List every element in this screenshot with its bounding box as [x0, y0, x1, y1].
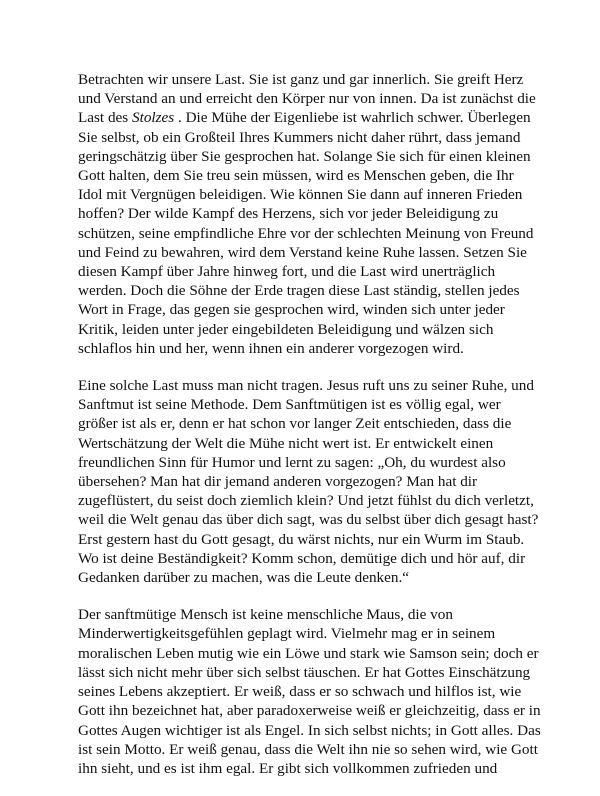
text-line: ist sein Motto. Er weiß genau, dass die Welt ihn nie so sehen wird, wie Gott — [78, 740, 538, 758]
text-line: Betrachten wir unsere Last. Sie ist ganz und gar innerlich. Sie greift Herz — [78, 71, 524, 88]
paragraph-3 — [78, 605, 541, 778]
text-line: seines Lebens akzeptiert. Er weiß, dass er so schwach und hilflos ist, wie — [78, 683, 522, 701]
paragraph-1 — [78, 70, 538, 358]
text-line: Gott halten, dem Sie treu sein müssen, wird es Menschen geben, die Ihr — [78, 167, 514, 185]
text-line: zugeflüstert, du seist doch ziemlich klein? Und jetzt fühlst du dich verletzt, — [78, 492, 534, 510]
text-line-with-emphasis — [78, 108, 538, 127]
text-line: Sanftmut ist seine Methode. Dem Sanftmütigen ist es völlig egal, wer — [78, 396, 501, 414]
text-line: Wertschätzung der Welt die Mühe nicht wert ist. Er entwickelt einen — [78, 434, 494, 452]
text-line: ihn sieht, und es ist ihm egal. Er gibt sich vollkommen zufrieden und — [78, 759, 498, 777]
text-line: Kritik, leiden unter jeder eingebildeten Beleidigung und wälzen sich — [78, 320, 494, 338]
text-line: werden. Doch die Söhne der Erde tragen diese Last ständig, stellen jedes — [78, 282, 520, 300]
text-line: Gott ihn bezeichnet hat, aber paradoxerweise weiß er gleichzeitig, dass er in — [78, 702, 541, 720]
text-line: diesen Kampf über Jahre hinweg fort, und die Last wird unerträglich — [78, 263, 496, 281]
text-line: übersehen? Man hat dir jemand anderen vorgezogen? Man hat dir — [78, 473, 478, 491]
text-line: größer ist als er, denn er hat schon vor langer Zeit entschieden, dass die — [78, 415, 512, 433]
emphasized-word: Stolzes — [132, 109, 175, 127]
text-line: Der sanftmütige Mensch ist keine menschliche Maus, die von — [78, 606, 453, 624]
text-line: schützen, seine empfindliche Ehre vor der schlechten Meinung von Freund — [78, 224, 534, 242]
text-line: Minderwertigkeitsgefühlen geplagt wird. Vielmehr mag er in seinem — [78, 625, 496, 643]
text-line: moralischen Leben mutig wie ein Löwe und stark wie Samson sein; doch er — [78, 644, 539, 662]
text-line: und Feind zu bewahren, wird dem Verstand keine Ruhe lassen. Setzen Sie — [78, 243, 527, 261]
text-line: Wo ist deine Beständigkeit? Komm schon, demütige dich und hör auf, dir — [78, 549, 526, 567]
text-line: schlaflos hin und her, wenn ihnen ein anderer vorgezogen wird. — [78, 339, 464, 357]
text-line: und Verstand an und erreicht den Körper nur von innen. Da ist zunächst die — [78, 90, 536, 108]
text-line: Erst gestern hast du Gott gesagt, du wärst nichts, nur ein Wurm im Staub. — [78, 530, 525, 548]
text-line: geringschätzig über Sie gesprochen hat. Solange Sie sich für einen kleinen — [78, 147, 531, 165]
text-fragment: Last des — [78, 109, 132, 127]
text-line: Gedanken darüber zu machen, was die Leute denken.“ — [78, 569, 410, 587]
text-line: hoffen? Der wilde Kampf des Herzens, sich vor jeder Beleidigung zu — [78, 205, 499, 223]
text-line: freundlichen Sinn für Humor und lernt zu sagen: „Oh, du wurdest also — [78, 453, 506, 471]
text-line: Gottes Augen wichtiger ist als Engel. In sich selbst nichts; in Gott alles. Das — [78, 721, 541, 739]
text-line: weil die Welt genau das über dich sagt, was du selbst über dich gesagt hast? — [78, 511, 539, 529]
text-line: lässt sich nicht mehr über sich selbst täuschen. Er hat Gottes Einschätzung — [78, 663, 531, 681]
text-line: Eine solche Last muss man nicht tragen. Jesus ruft uns zu seiner Ruhe, und — [78, 377, 534, 395]
paragraph-2 — [78, 376, 538, 587]
text-line: Idol mit Vergnügen beleidigen. Wie können Sie dann auf inneren Frieden — [78, 186, 523, 204]
text-line: Sie selbst, ob ein Großteil Ihres Kummers nicht daher rührt, dass jemand — [78, 128, 521, 146]
document-page — [78, 70, 541, 796]
text-line: Wort in Frage, das gegen sie gesprochen wird, winden sich unter jeder — [78, 301, 505, 319]
text-fragment: . Die Mühe der Eigenliebe ist wahrlich schwer. Überlegen — [174, 109, 531, 127]
